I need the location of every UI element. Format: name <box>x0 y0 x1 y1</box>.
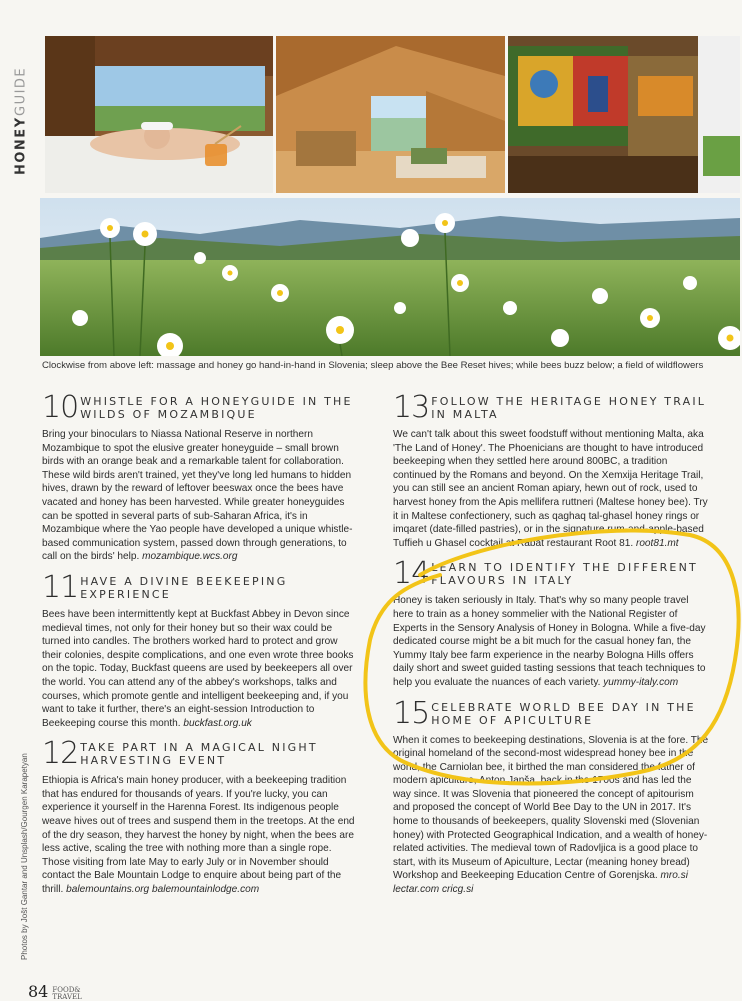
entry-13 <box>393 390 709 550</box>
photo-wildflower-field <box>40 198 740 356</box>
entry-10 <box>42 390 358 564</box>
right-column <box>393 390 709 907</box>
entry-link[interactable]: balemountains.org balemountainlodge.com <box>66 884 260 896</box>
entry-title: HAVE A DIVINE BEEKEEPING EXPERIENCE <box>80 574 288 601</box>
entry-number: 12 <box>42 736 79 772</box>
left-column <box>42 390 358 907</box>
entry-number: 11 <box>42 569 79 605</box>
entry-link[interactable]: root81.mt <box>635 537 679 549</box>
entry-link[interactable]: mozambique.wcs.org <box>142 551 238 563</box>
entry-link[interactable]: mro.si lectar.com cricg.si <box>393 870 688 896</box>
photo-loft-bedroom <box>276 36 505 193</box>
entry-body: Bees have been intermittently kept at Buckfast Abbey in Devon since medieval times, not only for their honey but so their wax could be turned into candles. The brothers worked hard to protect and grow their colonies, despite complications, and one even wrote three books on the topic. Today, Buckfast queens are used by beekeepers all over the world. You can attend any of the abbey's workshops, talks and courses, which promote gentle and intelligent beekeeping and, if you want to take it further, there's an eight-session Introduction to Beekeeping course this month. buckfast.org.uk <box>42 608 354 729</box>
entry-body: We can't talk about this sweet foodstuff without mentioning Malta, aka 'The Land of Honey'. The Phoenicians are thought to have introduced beekeeping when they settled here around 800BC, a tradition continued by the Romans and beyond. On the Xemxija Heritage Trail, you can still see an ancient Roman apiary, hewn out of rock, used to harvest honey from the Apis mellifera ruttneri (Maltese honey bee). Try it in Maltese confectionery, such as qaghaq tal-ghasel honey rings or imqaret (date-filled pastries), or in the signature rum-and-apple-based Tuffieh u Ghasel cocktail at Rabat restaurant Root 81. root81.mt <box>393 429 708 549</box>
entry-number: 14 <box>393 556 430 592</box>
entry-11 <box>42 569 358 730</box>
entry-body: Bring your binoculars to Niassa National Reserve in northern Mozambique to spot the elusive greater honeyguide – small brown birds with an orange beak and a remarkable talent for collaboration. These wild birds aren't trained, yet they've long led humans to hidden hives, drawn by the reward of leftover beeswax once the bees have vacated and honey has been harvested. While greater honeyguides can be spotted in several parts of sub-Saharan Africa, it's in Mozambique where the Yao people have developed a unique whistle-based communication system, passed down through generations, to call on the birds' help. mozambique.wcs.org <box>42 429 353 563</box>
section-tab <box>10 36 32 206</box>
entry-body: Honey is taken seriously in Italy. That's why so many people travel here to train as a honey sommelier with the National Register of Experts in the Sensory Analysis of Honey in Bologna. While a five-day dedicated course might be a bit much for the casual honey fan, the Yummy Italy bee farm experience in the nearby Bologna Hills offers daily short and sweet guided tasting sessions that teach techniques to help you evaluate the nuances of each variety. yummy-italy.com <box>393 595 706 688</box>
photo-caption: Clockwise from above left: massage and honey go hand-in-hand in Slovenia; sleep above the Bee Reset hives; while bees buzz below; a field of wildflowers <box>42 360 704 371</box>
entry-title: CELEBRATE WORLD BEE DAY IN THE HOME OF APICULTURE <box>431 700 696 727</box>
page-number: 84 <box>28 982 49 1001</box>
entry-number: 10 <box>42 390 79 425</box>
entry-link[interactable]: yummy-italy.com <box>603 676 679 688</box>
entry-title: FOLLOW THE HERITAGE HONEY TRAIL IN MALTA <box>431 395 707 421</box>
entry-number: 13 <box>393 390 430 425</box>
section-tab-bold: HONEY <box>13 116 29 175</box>
entry-body: Ethiopia is Africa's main honey producer, with a beekeeping tradition that has endured for thousands of years. If you're lucky, you can experience it yourself in the Harenna Forest. Its indigenous people weave hives out of trees and suspend them in the treetops. At the end of the dry season, they harvest the honey by night, when the bees are less active, scaling the tree with nothing more than a single rope. Those visiting from late May to early July or in November should contact the Bale Mountain Lodge to enquire about being part of the thrill. balemountains.org balemountainlodge.com <box>42 775 355 896</box>
page-footer <box>28 982 82 1001</box>
entry-title: WHISTLE FOR A HONEYGUIDE IN THE WILDS OF MOZAMBIQUE <box>80 395 353 421</box>
section-tab-light: GUIDE <box>13 67 29 117</box>
entry-14 <box>393 556 709 689</box>
entry-body: When it comes to beekeeping destinations, Slovenia is at the fore. The original homeland of the second-most widespread honey bee in the world, the Carniolan bee, it birthed the man considered the father of modern apiculture, Anton Janša, back in the 1700s and has led the way since. It was Slovenia that pioneered the concept of apitourism and proposed the concept of World Bee Day to the UN in 2017. It's home to thousands of beekeepers, quality Slovenski med (Slovenian honey) with Protected Geographical Indication, and a wealth of honey-related activities. The medieval town of Radovljica is a good place to start, with its Museum of Apiculture, Lectar (meaning honey bread) Workshop and Beekeeping Education Centre of Gorenjska. mro.si lectar.com cricg.si <box>393 734 709 896</box>
photo-credit: Photos by Jošt Gantar and Unsplash/Gourgen Karapetyan <box>20 753 29 960</box>
magazine-logo: FOOD& TRAVEL <box>52 986 82 1001</box>
entry-number: 15 <box>393 695 430 731</box>
entry-15 <box>393 695 709 897</box>
entry-title: LEARN TO IDENTIFY THE DIFFERENT FLAVOURS IN ITALY <box>431 561 698 588</box>
photo-massage <box>45 36 273 193</box>
entry-12 <box>42 736 358 896</box>
entry-link[interactable]: buckfast.org.uk <box>183 717 252 729</box>
entry-title: TAKE PART IN A MAGICAL NIGHT HARVESTING EVENT <box>80 741 318 768</box>
photo-painted-hives <box>508 36 740 193</box>
